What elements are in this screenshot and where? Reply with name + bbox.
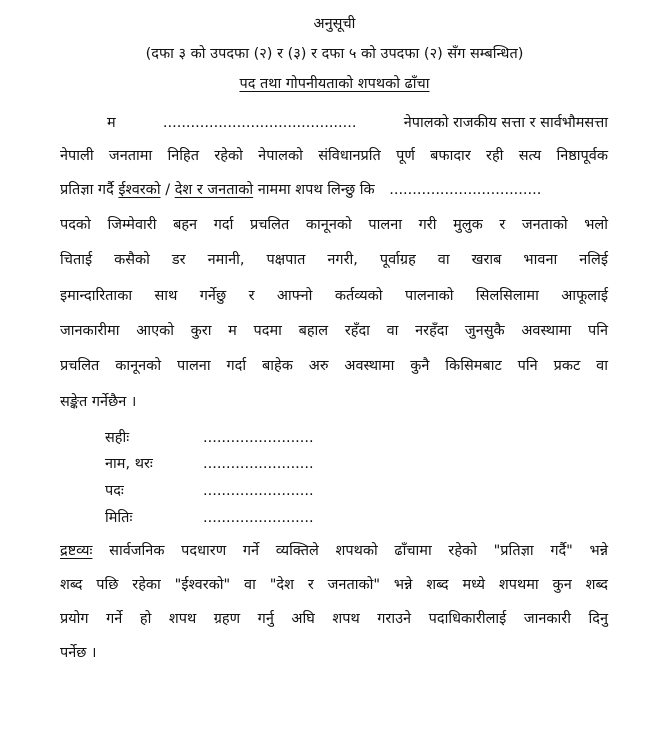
signature-blank: ........................ <box>203 430 314 446</box>
oath-pledge-text: प्रतिज्ञा गर्दै <box>60 182 114 198</box>
note-line-1 <box>60 541 608 561</box>
oath-line-4: पदको जिम्मेवारी बहन गर्दा प्रचलित कानूनको पालना गरी मुलुक र जनताको भलो <box>60 217 608 233</box>
oath-option-god: ईश्वरको <box>118 182 161 198</box>
form-heading-text: पद तथा गोपनीयताको शपथको ढाँचा <box>239 76 430 92</box>
oath-line-7: जानकारीमा आएको कुरा म पदमा बहाल रहँदा वा नरहँदा जुनसुकै अवस्थामा पनि <box>60 323 608 339</box>
name-surname-blank: ........................ <box>203 456 314 472</box>
oath-line-1-text: नेपालको राजकीय सत्ता र सार्वभौमसत्ता <box>403 115 608 131</box>
designation-label: पदः <box>105 483 124 499</box>
oath-line-6: इमान्दारिताका साथ गर्नेछु र आफ्नो कर्तव्यको पालनाको सिलसिलामा आफूलाई <box>60 288 608 304</box>
section-reference: (दफा ३ को उपदफा (२) र (३) र दफा ५ को उपदफा (२) सँग सम्बन्धित) <box>145 46 524 62</box>
note-line-2: शब्द पछि रहेका "ईश्वरको" वा "देश र जनताको" भन्ने शब्द मध्ये शपथमा कुन शब्द <box>60 577 608 593</box>
oath-line-5: चिताई कसैको डर नमानी, पक्षपात नगरी, पूर्वाग्रह वा खराब भावना नलिई <box>60 252 608 268</box>
oath-line-8: प्रचलित कानूनको पालना गर्दा बाहेक अरु अवस्थामा कुनै किसिमबाट पनि प्रकट वा <box>60 358 608 374</box>
note-line-1-text: सार्वजनिक पदधारण गर्ने व्यक्तिले शपथको ढाँचामा रहेको "प्रतिज्ञा गर्दै" भन्ने <box>109 543 609 559</box>
date-label: मितिः <box>105 510 133 526</box>
note-label: द्रष्टव्यः <box>60 543 93 559</box>
designation-blank: ........................ <box>203 483 314 499</box>
oath-line-3-text: नाममा शपथ लिन्छु कि <box>257 182 375 198</box>
position-blank: ................................. <box>389 182 542 198</box>
form-heading <box>0 74 669 94</box>
oath-line-9: सङ्केत गर्नेछैन । <box>60 394 137 410</box>
signature-label: सहीः <box>105 430 130 446</box>
oath-line-1 <box>107 113 608 133</box>
name-blank: .......................................... <box>162 115 357 131</box>
oath-line-2: नेपाली जनतामा निहित रहेको नेपालको संविधानप्रति पूर्ण बफादार रही सत्य निष्ठापूर्वक <box>60 148 608 164</box>
oath-pronoun: म <box>107 115 116 131</box>
name-surname-label: नाम, थरः <box>105 456 153 472</box>
schedule-title: अनुसूची <box>313 16 356 32</box>
note-line-4: पर्नेछ । <box>60 645 97 661</box>
note-line-3: प्रयोग गर्ने हो शपथ ग्रहण गर्नु अघि शपथ गराउने पदाधिकारीलाई जानकारी दिनु <box>60 611 608 627</box>
oath-option-country: देश र जनताको <box>174 182 254 198</box>
date-blank: ........................ <box>203 510 314 526</box>
oath-option-separator: / <box>165 182 171 198</box>
oath-line-3 <box>60 180 608 200</box>
